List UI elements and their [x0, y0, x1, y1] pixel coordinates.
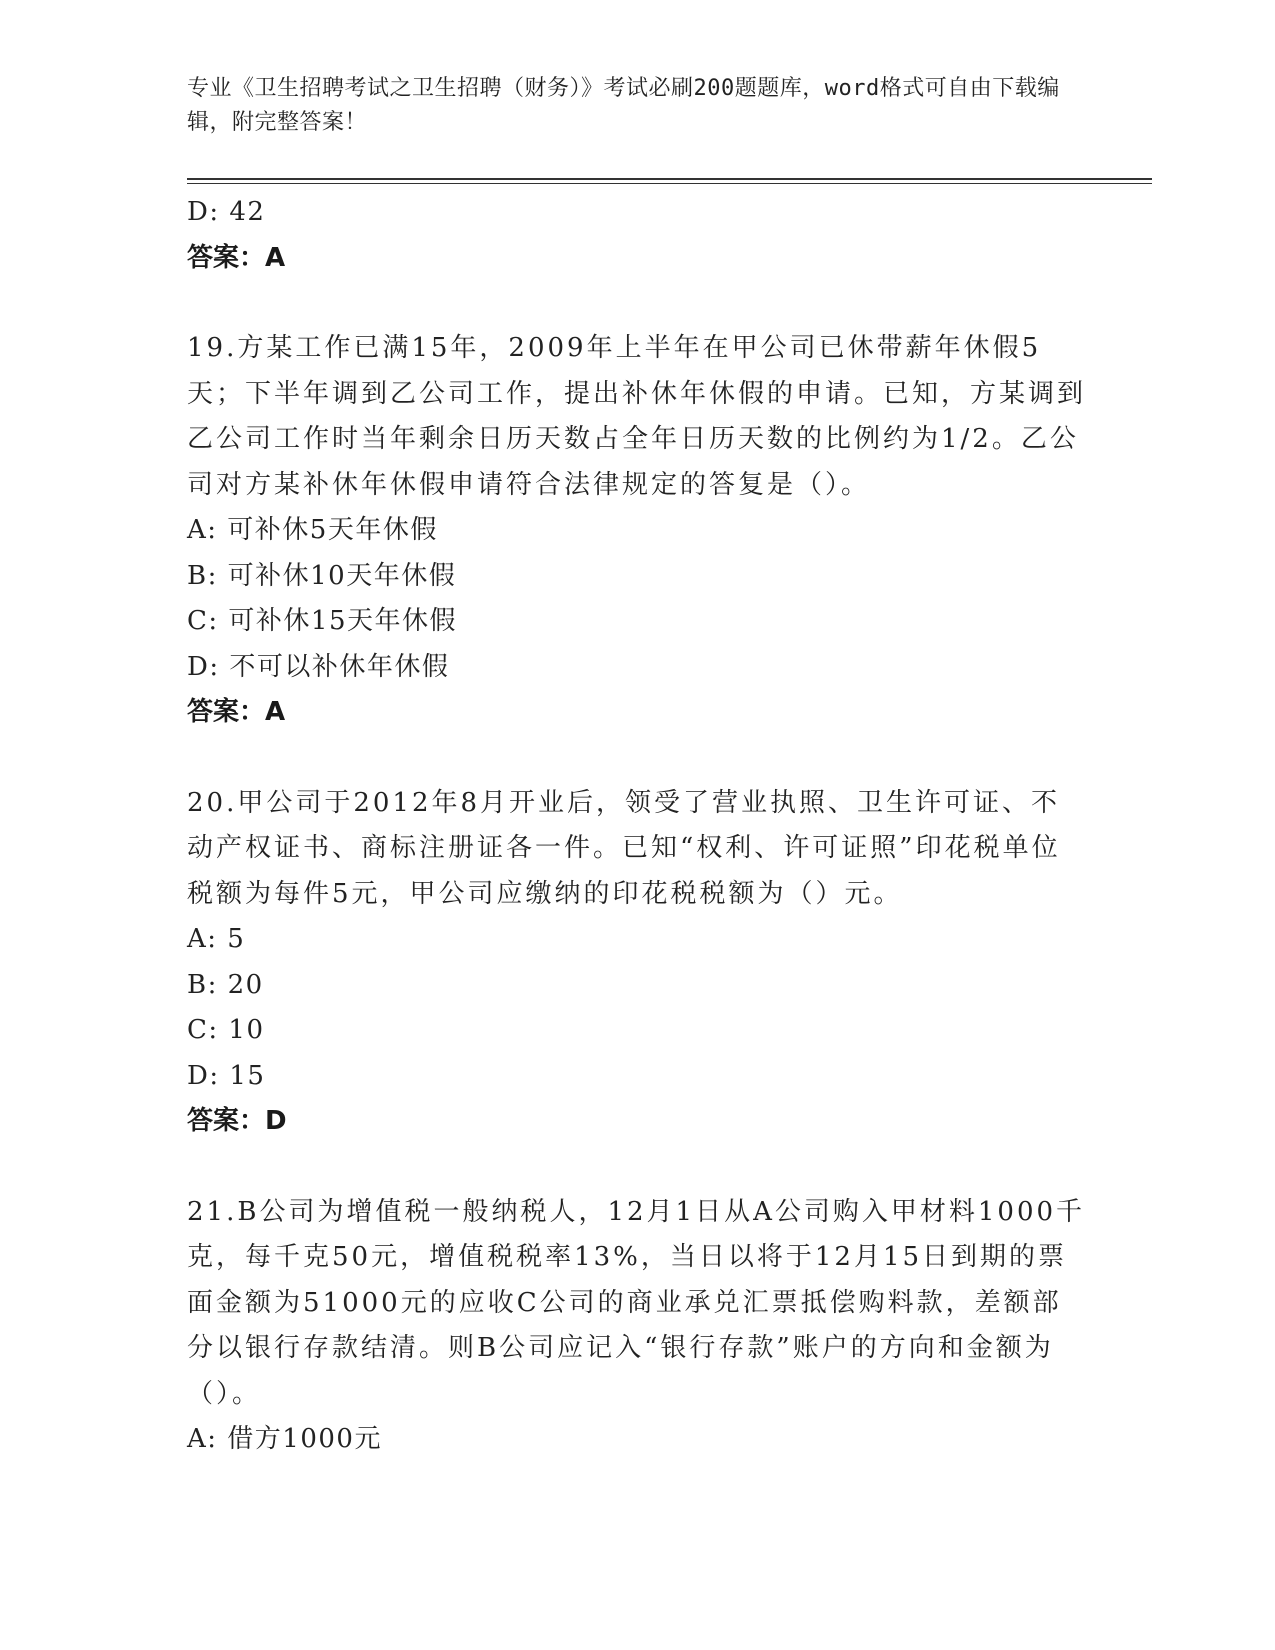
prev-option-d: D: 42: [187, 197, 266, 227]
spacer: [187, 736, 1087, 781]
spacer: [187, 281, 1087, 326]
question-20-option-a: A: 5: [187, 924, 246, 954]
spacer: [187, 1145, 1087, 1190]
question-19: [187, 326, 1087, 736]
prev-answer: 答案：A: [187, 242, 286, 273]
page-header-text: 专业《卫生招聘考试之卫生招聘（财务）》考试必刷200题题库，word格式可自由下载编辑，附完整答案！: [187, 76, 1060, 135]
question-19-answer: 答案：A: [187, 697, 286, 727]
header-rule-thin: [187, 183, 1152, 184]
question-20-option-c: C: 10: [187, 1015, 265, 1045]
question-20-option-d: D: 15: [187, 1060, 266, 1091]
document-body: [187, 190, 1087, 1463]
question-20-answer: 答案：D: [187, 1106, 287, 1136]
question-21-text: 21.B公司为增值税一般纳税人，12月1日从A公司购入甲材料1000千克，每千克50元，增值税税率13%，当日以将于12月15日到期的票面金额为51000元的应收C公司的商业承兑汇票抵偿购料款，差额部分以银行存款结清。则B公司应记入“银行存款”账户的方向和金额为（）。: [187, 1196, 1086, 1409]
question-21-option-a: A: 借方1000元: [187, 1424, 382, 1454]
question-21: [187, 1190, 1087, 1463]
question-19-text: 19.方某工作已满15年，2009年上半年在甲公司已休带薪年休假5天；下半年调到乙公司工作，提出补休年休假的申请。已知，方某调到乙公司工作时当年剩余日历天数占全年日历天数的比例约为1/2。乙公司对方某补休年休假申请符合法律规定的答复是（）。: [187, 333, 1087, 500]
question-20-text: 20.甲公司于2012年8月开业后，领受了营业执照、卫生许可证、不动产权证书、商标注册证各一件。已知“权利、许可证照”印花税单位税额为每件5元，甲公司应缴纳的印花税税额为（）元。: [187, 787, 1061, 909]
question-20-option-b: B: 20: [187, 969, 264, 1000]
question-20: [187, 781, 1087, 1145]
header-rule-thick: [187, 178, 1152, 180]
question-19-option-a: A: 可补休5天年休假: [187, 515, 438, 545]
question-19-option-b: B: 可补休10天年休假: [187, 560, 457, 591]
question-19-option-d: D: 不可以补休年休假: [187, 651, 450, 682]
question-19-option-c: C: 可补休15天年休假: [187, 606, 458, 636]
